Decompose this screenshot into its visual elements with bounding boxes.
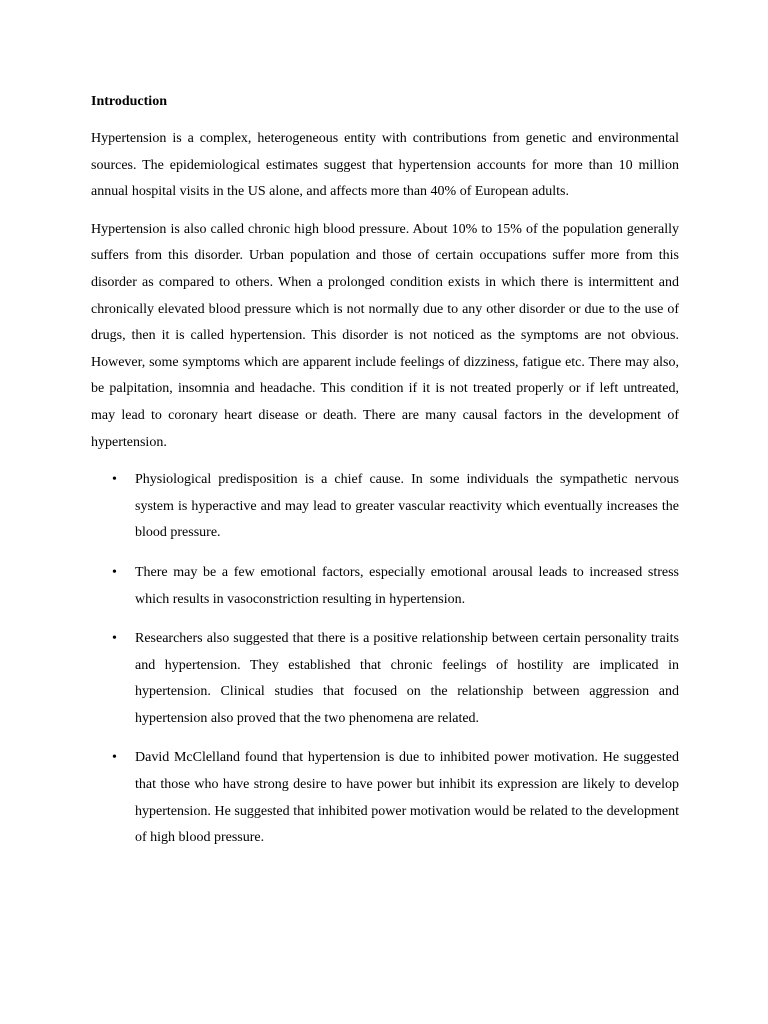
list-item-text: There may be a few emotional factors, especially emotional arousal leads to increased stress which results in vasoconstriction resulting in hypertension.	[135, 564, 679, 607]
list-item	[91, 626, 679, 732]
list-item-text: Physiological predisposition is a chief cause. In some individuals the sympathetic nervous system is hyperactive and may lead to greater vascular reactivity which eventually increases the blood pressure.	[135, 472, 679, 541]
document-page	[91, 92, 679, 865]
list-item-text: David McClelland found that hypertension is due to inhibited power motivation. He suggested that those who have strong desire to have power but inhibit its expression are likely to develop hypertension. He suggested that inhibited power motivation would be related to the development of high blood pressure.	[135, 750, 679, 846]
causal-factors-list	[91, 467, 679, 852]
list-item	[91, 745, 679, 851]
bullet-icon: •	[112, 631, 117, 647]
section-heading: Introduction	[91, 94, 167, 109]
bullet-icon: •	[112, 564, 117, 580]
list-item	[91, 467, 679, 547]
bullet-icon: •	[112, 750, 117, 766]
list-item-text: Researchers also suggested that there is a positive relationship between certain personality traits and hypertension. They established that chronic feelings of hostility are implicated in hypertension. Clinical studies that focused on the relationship between aggression and hypertension also proved that the two phenomena are related.	[135, 631, 679, 726]
paragraph-chronic-high-blood-pressure: Hypertension is also called chronic high blood pressure. About 10% to 15% of the population generally suffers from this disorder. Urban population and those of certain occupations suffer more from this disorder as compared to others. When a prolonged condition exists in which there is intermittent and chronically elevated blood pressure which is not normally due to any other disorder or due to the use of drugs, then it is called hypertension. This disorder is not noticed as the symptoms are not obvious. However, some symptoms which are apparent include feelings of dizziness, fatigue etc. There may also, be palpitation, insomnia and headache. This condition if it is not treated properly or if left untreated, may lead to coronary heart disease or death. There are many causal factors in the development of hypertension.	[91, 221, 679, 450]
list-item	[91, 560, 679, 613]
paragraph-intro: Hypertension is a complex, heterogeneous entity with contributions from genetic and environmental sources. The epidemiological estimates suggest that hypertension accounts for more than 10 million annual hospital visits in the US alone, and affects more than 40% of European adults.	[91, 131, 679, 200]
bullet-icon: •	[112, 472, 117, 488]
